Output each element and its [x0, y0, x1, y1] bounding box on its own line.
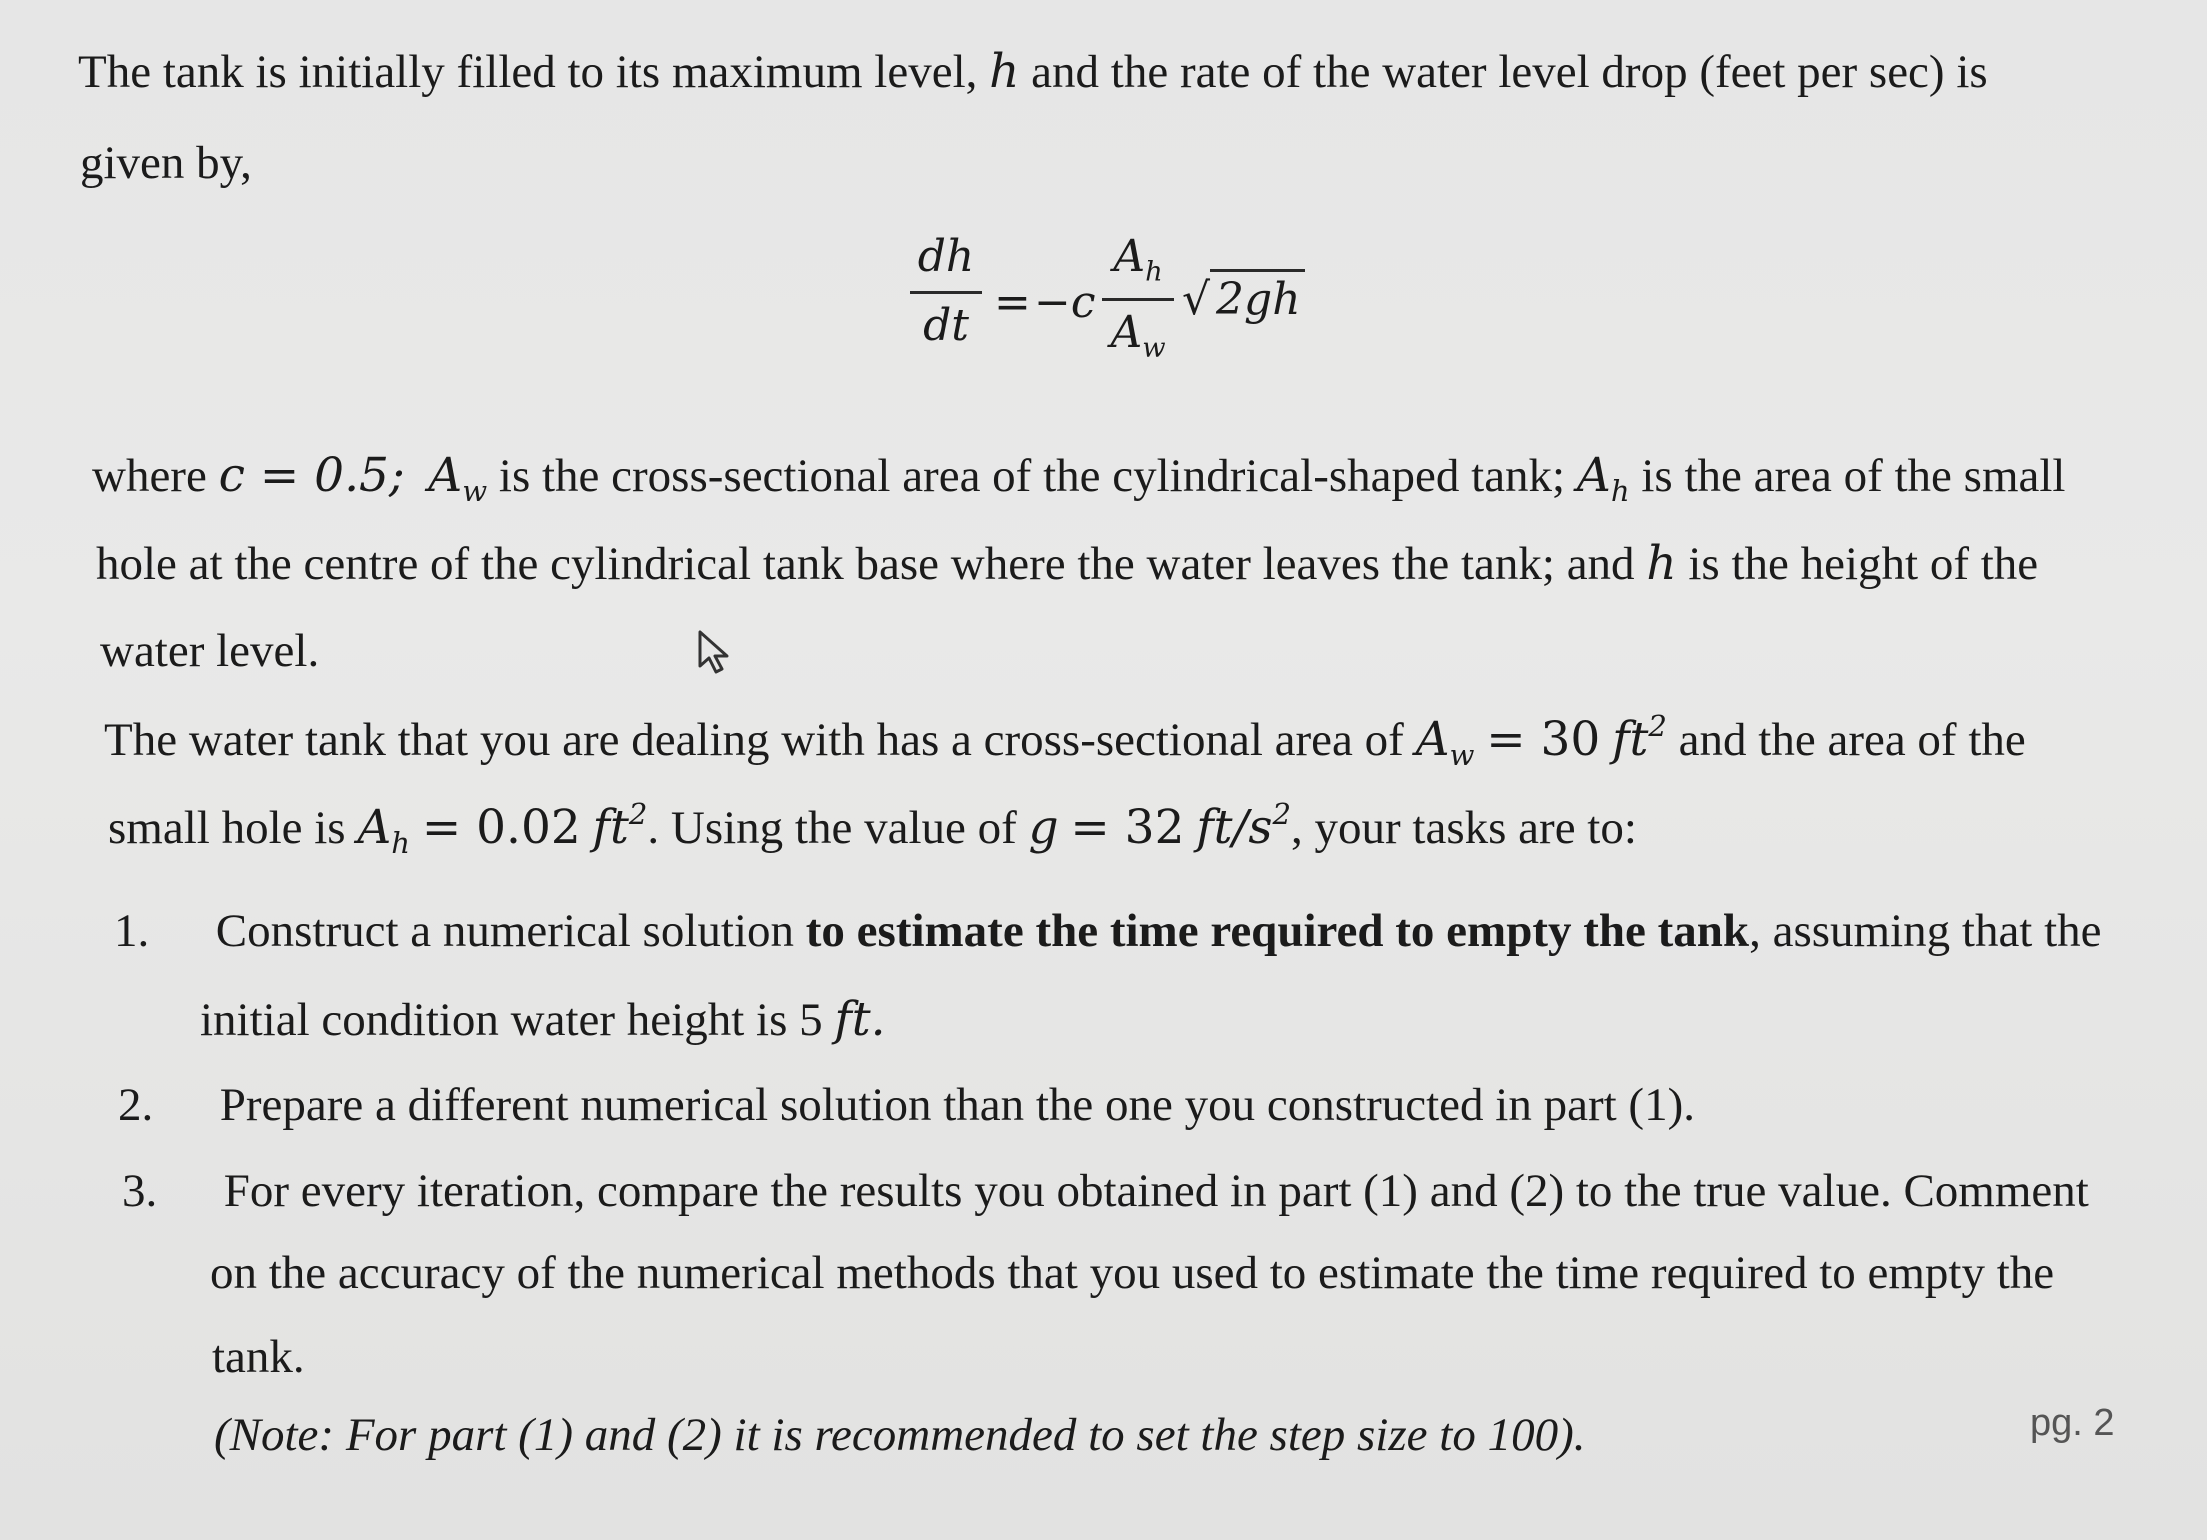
var-h: h: [989, 44, 1020, 99]
given-line-1: The water tank that you are dealing with has a cross-sectional area of $A_w = 30$ $ft^2$ and the area of the: [104, 709, 2026, 773]
where-line-3: water level.: [100, 625, 320, 677]
fraction-bar: [1102, 298, 1174, 301]
rate-equation: [910, 231, 1330, 375]
intro-text-rest: and the rate of the water level drop (feet per sec) is: [1031, 46, 1988, 98]
c-value: c = 0.5;: [218, 448, 405, 503]
note: (Note: For part (1) and (2) it is recommended to set the step size to 100).: [214, 1409, 1586, 1461]
task-1-line-1: 1. Construct a numerical solution to estimate the time required to empty the tank, assuming that the: [114, 905, 2102, 957]
task-number: 1.: [114, 905, 150, 957]
square-root: [1182, 269, 1305, 325]
task-number: 3.: [122, 1165, 158, 1217]
sqrt-icon: √: [1182, 274, 1211, 325]
intro-text: The tank is initially filled to its maximum level,: [78, 46, 978, 98]
where-line-2: hole at the centre of the cylindrical tank base where the water leaves the tank; and h is the height of the: [96, 536, 2039, 591]
minus-c: −c: [1034, 277, 1096, 328]
given-line-2: small hole is $A_h = 0.02$ $ft^2$. Using the value of g = 32 $ft/s^2$, your tasks are to:: [108, 797, 1637, 861]
sqrt-argument: 2gh: [1210, 269, 1305, 325]
task-1-emphasis: to estimate the time required to empty the tank: [805, 905, 1750, 957]
fraction-bar: [910, 291, 982, 294]
lhs-fraction: [910, 231, 982, 351]
rhs-denominator: $A_w$: [1110, 306, 1166, 364]
task-2-line-1: 2. Prepare a different numerical solution than the one you constructed in part (1).: [118, 1079, 1695, 1131]
task-3-line-3: tank.: [212, 1331, 305, 1383]
mouse-pointer-icon: [696, 628, 736, 676]
task-3-line-2: on the accuracy of the numerical methods that you used to estimate the time required to empty the: [210, 1247, 2055, 1299]
task-1-line-2: initial condition water height is 5 ft.: [200, 992, 886, 1047]
lhs-denominator: dt: [923, 300, 969, 351]
task-3-line-1: 3. For every iteration, compare the results you obtained in part (1) and (2) to the true value. Comment: [122, 1165, 2089, 1217]
where-line-1: where c = 0.5; $A_w$ is the cross-sectional area of the cylindrical-shaped tank; $A_h$ is the area of the small: [92, 448, 2066, 509]
task-number: 2.: [118, 1079, 154, 1131]
intro-line-1: [78, 44, 1988, 99]
lhs-numerator: dh: [917, 231, 975, 282]
rhs-fraction: [1102, 231, 1174, 364]
rhs-numerator: $A_h$: [1113, 231, 1163, 288]
equals-sign: =: [994, 277, 1031, 328]
page-number: pg. 2: [2030, 1402, 2115, 1444]
intro-line-2: given by,: [80, 137, 252, 189]
